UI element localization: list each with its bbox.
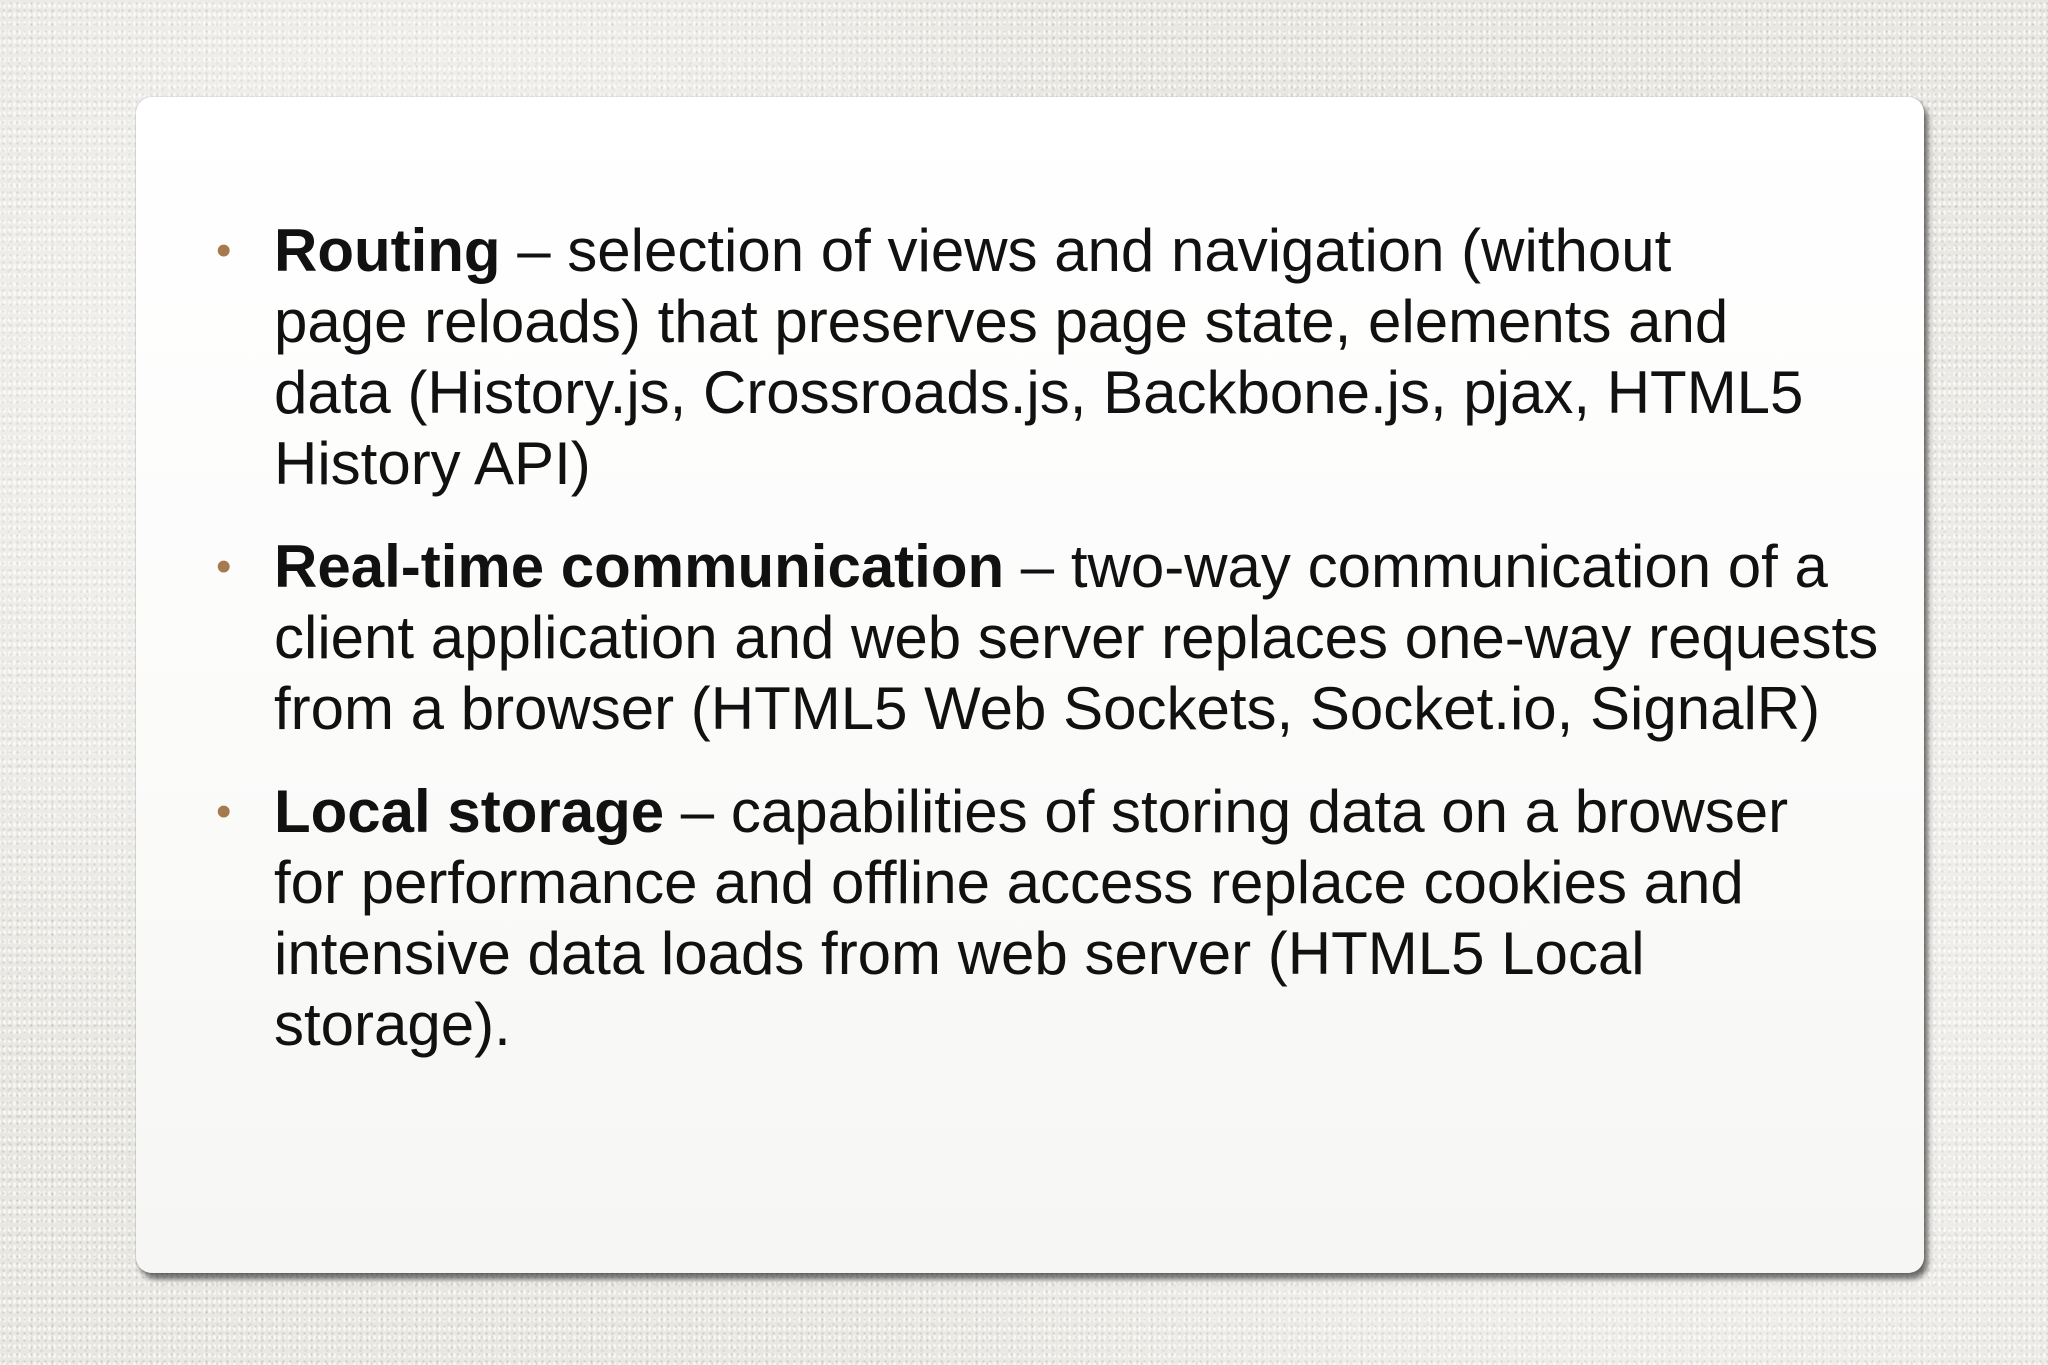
bullet-dot-icon: • bbox=[216, 226, 232, 275]
bullet-term: Real-time communication bbox=[274, 533, 1005, 600]
slide-card bbox=[136, 97, 1924, 1273]
bullet-item-local-storage bbox=[210, 776, 1834, 1060]
bullet-text: – capabilities of storing data on a browser for performance and offline access replace cookies and intensive data loads from web server (HTML5 Local storage). bbox=[274, 778, 1789, 1058]
bullet-item-real-time-communication bbox=[210, 531, 1914, 744]
bullet-term: Local storage bbox=[274, 778, 665, 845]
bullet-dot-icon: • bbox=[216, 542, 232, 591]
bullet-text: – selection of views and navigation (without page reloads) that preserves page state, elements and data (History.js, Crossroads.js, Backbone.js, pjax, HTML5 History API) bbox=[274, 217, 1804, 497]
bullet-dot-icon: • bbox=[216, 787, 232, 836]
bullet-text: – two-way communication of a client application and web server replaces one-way requests from a browser (HTML5 Web Sockets, Socket.io, SignalR) bbox=[274, 533, 1879, 742]
bullet-item-routing bbox=[210, 215, 1814, 499]
bullet-list bbox=[210, 215, 1890, 1092]
bullet-term: Routing bbox=[274, 217, 501, 284]
